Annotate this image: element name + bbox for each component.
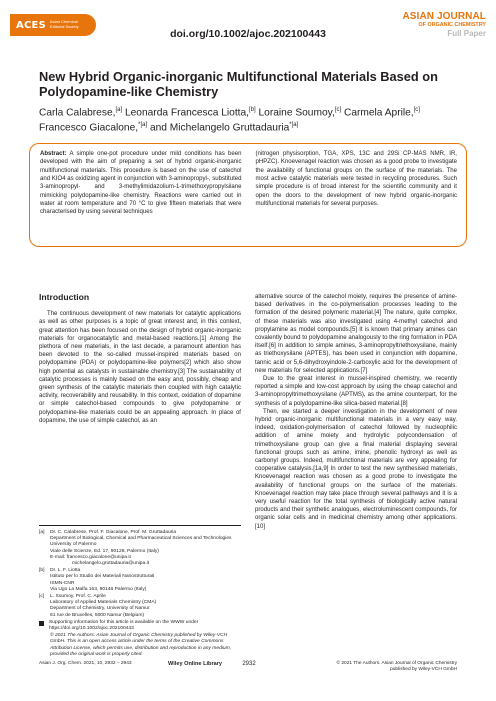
license-bullet [39, 633, 50, 658]
affiliation-line: Via Ugo La Malfa 153, 90146 Palermo (Italy) [50, 586, 147, 592]
affiliation-email[interactable]: E-mail: francesco.giacalone@unipa.it [50, 554, 131, 560]
author-affiliation-mark: [c] [334, 107, 342, 113]
supporting-info-icon [39, 621, 44, 626]
page-number: 2932 [242, 661, 256, 667]
author-name: Carla Calabrese, [39, 107, 116, 119]
article-body [39, 293, 457, 531]
author-name: Francesco Giacalone, [39, 122, 139, 134]
aces-logo-text: ACES [16, 19, 46, 31]
affiliation-line: Viale delle Scienze, Ed. 17, 90128, Palermo (Italy) [50, 548, 159, 554]
footer-citation: Asian J. Org. Chem. 2021, 10, 2932 – 2943 [39, 661, 132, 666]
abstract-column-right: (nitrogen physisorption, TGA, XPS, 13C and 29Si CP-MAS NMR, IR, pHPZC). Knoevenagel reaction was chosen as a good probe to investigate the availability of functional groups on the surface of the materials. The most active catalytic materials were tested in recycling procedures. Such simple procedure is of broad interest for the scientific community and it open the doors to the development of new hybrid organic-inorganic multifunctional materials for several purposes. [255, 151, 457, 208]
footer-copyright: © 2021 The Authors. Asian Journal of Organic Chemistry published by Wiley-VCH GmbH [336, 661, 457, 672]
affiliation-line: Department of Biological, Chemical and Pharmaceutical Sciences and Technologies [50, 536, 232, 542]
body-column-right [255, 293, 457, 531]
author-list [39, 104, 459, 135]
license-note [39, 633, 241, 658]
author-affiliation-mark: *[a] [289, 122, 299, 129]
author-name: Leonarda Francesca Liotta, [124, 107, 249, 119]
body-paragraph: The continuous development of new materials for catalytic applications as well as other purposes is a topic of great interest and, in this context, great attention has been focused on the design of hybrid organic-inorganic materials for organocatalytic and metal-based reactions.[1] Among the plethora of new materials, in the last decade, a paramount attention has been devoted to the so-called mussel-inspired materials based on polydopamine (PDA) or polydopamine-like polymers[2] which also show high potential as catalysts in sustainable chemistry.[3] The sustainability of catalytic processes is mainly based on the easy and, possibly, cheap and green synthesis of the catalytic materials then coupled with high catalytic activity, recoverability and reusability. In this context, oxidation of dopamine or simple catechol-based compounds to give polydopamine or polydopamine-like materials could be an appealing approach. In place of dopamine, the use of simple catechol, as an [39, 311, 241, 424]
license-text: © 2021 The Authors. Asian Journal of Organic Chemistry published by Wiley-VCH GmbH. This is an open access article under the terms of the Creative Commons Attribution License, which permits use, distribution and reproduction in any medium, provided the original work is properly cited. [50, 633, 232, 657]
affiliation-entry [39, 594, 241, 619]
affiliation-line: 61 rue de Bruxelles, 5000 Namur (Belgium) [50, 612, 145, 618]
article-doi-link[interactable]: doi.org/10.1002/ajoc.202100443 [170, 28, 326, 40]
author-name: Loraine Soumoy, [258, 107, 335, 119]
author-affiliation-mark: [c] [413, 107, 420, 113]
author-affiliation-mark: *[a] [138, 122, 148, 129]
aces-logo-subtitle: Asian Chemical Editorial Society [49, 19, 79, 29]
page-footer [39, 661, 457, 681]
body-paragraph: alternative source of the catechol moiety, requires the presence of amine-based derivatives in the co-polymerisation processes leading to the formation of the desired polymeric material.[4] The nature, quite complex, of these materials was also investigated using 4-methyl catechol and propylamine as model compounds.[5] It is known that primary amines can covalently bound to polydopamine analogously to the ring formation in PDA itself.[6] In addition to simple amines, 3-aminopropyltriethoxysilane, mainly as triethoxysilane (APTES), has been used in conjunction with dopamine, tannic acid or 5,6-dihydroxyindole-2-carboxylic acid for the development of new materials for selected applications.[7] [255, 294, 457, 374]
affiliation-line: L. Soumoy, Prof. C. Aprile [50, 594, 106, 600]
affiliation-line: Department of Chemistry, University of Namur [50, 606, 150, 612]
abstract-column-left [40, 150, 242, 217]
affiliation-key: [a] [39, 530, 45, 535]
journal-name-line1: ASIAN JOURNAL [402, 11, 486, 22]
body-column-left [39, 293, 241, 531]
body-paragraph: Then, we started a deeper investigation in the development of new hybrid organic-inorganic multifunctional materials in a very easy way. Indeed, oxidation-polymerisation of catechol followed by nucleophilic addition of amine moiety and hydrolytic polycondensation of trimethoxysilane group can give a final material displaying several functional groups such as amine, imine, phenolic hydroxyl as well as carbonyl groups. Indeed, multifunctional materials are very appealing for cooperative catalysis.[1a,9] In order to test the new synthesised materials, Knoevenagel reaction was chosen as a good probe to investigate the availability of functional groups on the surface of the materials. Knoevenagel reaction may take place through several pathways and it is a very useful reaction for the total synthesis of biologically active natural products and their synthetic analogues, electroluminescent compounds, for organic solar cells and in medicinal chemistry among other applications.[10] [255, 408, 457, 530]
affiliations-footnote [39, 525, 241, 659]
wiley-online-library-link[interactable]: Wiley Online Library [168, 661, 223, 667]
supporting-info-note [39, 620, 241, 632]
affiliation-entry [39, 530, 241, 567]
affiliation-email[interactable]: michelangelo.gruttadauria@unipa.it [72, 561, 150, 567]
supporting-info-text[interactable]: Supporting information for this article is available on the WWW under https://doi.org/10.1002/ajoc.202100443 [49, 619, 199, 632]
affiliation-line: Istituto per lo Studio dei Materiali Nanostrutturati [50, 574, 155, 580]
affiliation-line: Dr. C. Calabrese, Prof. F. Giacalone, Prof. M. Gruttadauria [50, 530, 177, 535]
abstract-label: Abstract: [40, 151, 67, 157]
abstract-box [29, 143, 467, 247]
body-paragraph: Due to the great interest in mussel-inspired chemistry, we recently reported a simple and low-cost approach by using the cheap catechol and 3-aminopropyltrimethoxysilane (APTMS), as the amine counterpart, for the synthesis of a polydopamine-like silica-based material.[8] [255, 376, 457, 407]
affiliation-entry [39, 568, 241, 593]
article-title: New Hybrid Organic-inorganic Multifunctional Materials Based on Polydopamine-like Chemistry [39, 69, 438, 99]
author-name: Carmela Aprile, [343, 107, 414, 119]
affiliation-line: Dr. L. F. Liotta [50, 568, 81, 574]
author-name: and Michelangelo Gruttadauria [149, 122, 290, 134]
affiliation-line: ISMN-CNR [50, 580, 75, 586]
author-affiliation-mark: [b] [249, 107, 256, 113]
affiliation-line: University of Palermo [50, 542, 97, 548]
journal-header [0, 0, 496, 48]
journal-name-line2: OF ORGANIC CHEMISTRY [418, 22, 486, 28]
section-heading-introduction: Introduction [39, 292, 90, 302]
affiliation-key: [b] [39, 568, 45, 574]
affiliation-line: Laboratory of Applied Materials Chemistry (CMA) [50, 600, 157, 606]
affiliation-key: [c] [39, 594, 45, 600]
journal-logo [378, 12, 486, 38]
article-type: Full Paper [447, 29, 486, 38]
author-affiliation-mark: [a] [115, 107, 123, 113]
abstract-text-part1: A simple one-pot procedure under mild conditions has been developed with the aim of preparing a set of hybrid organic-inorganic multifunctional materials. This procedure is based on the use of catechol and KIO4 as oxidizing agent in conjunction with 3-aminopropyl-, substituted 3-aminopropyl- and 3-methylimidazolium-1-trimethoxypropylsilane mimicking polydopamine-like chemistry. Reactions were carried out in water at room temperature and 70 °C to give fifteen materials that were characterised by using several techniques [40, 151, 242, 216]
